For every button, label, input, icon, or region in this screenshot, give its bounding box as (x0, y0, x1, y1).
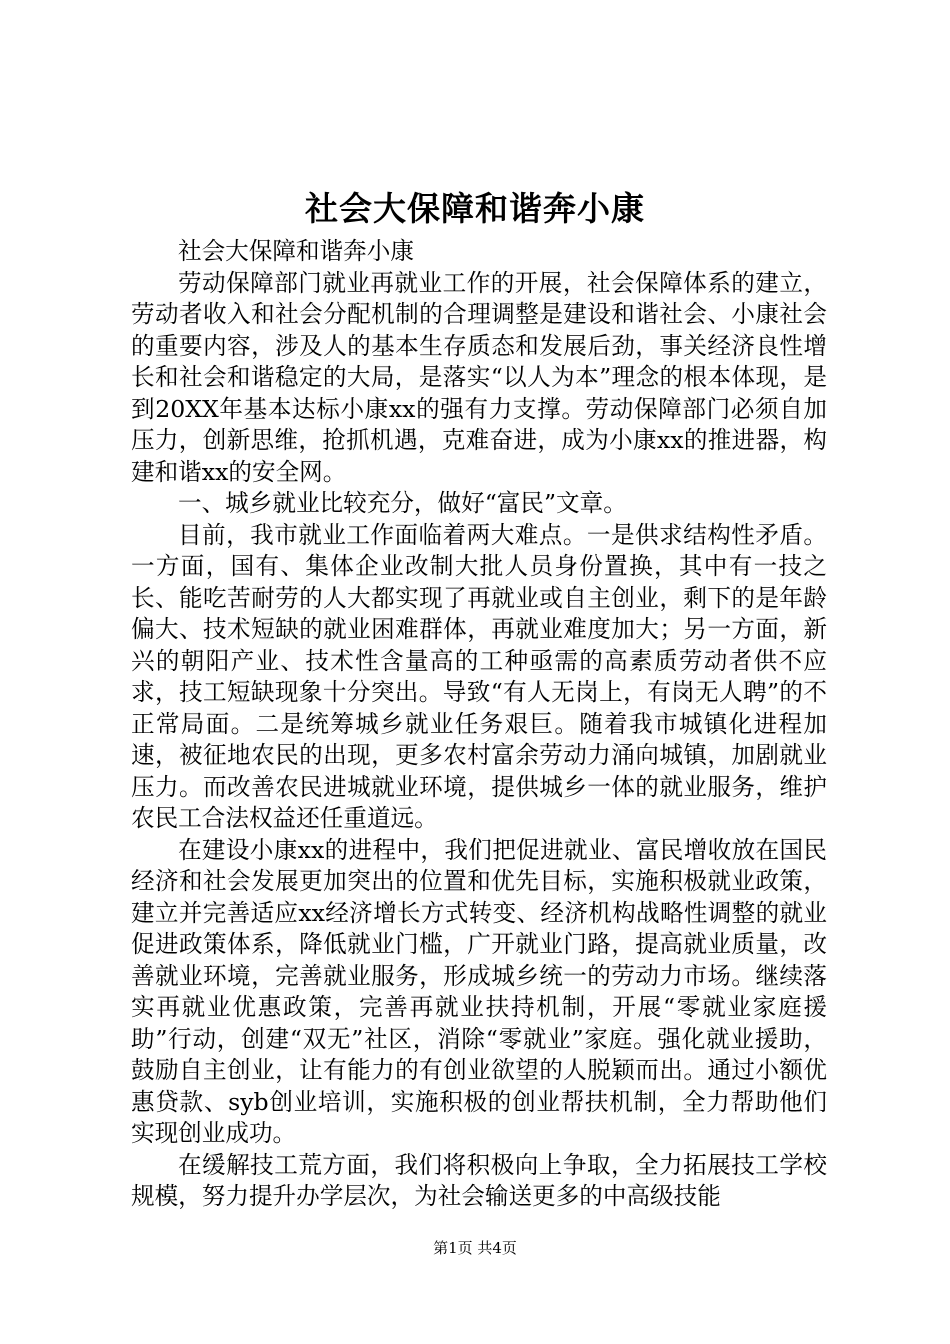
document-title: 社会大保障和谐奔小康 (305, 189, 645, 228)
section-heading-1: 一、城乡就业比较充分，做好“富民”文章。 (178, 489, 627, 517)
paragraph-skills-shortage: 在缓解技工荒方面，我们将积极向上争取，全力拓展技工学校规模，努力提升办学层次，为社会输送更多的中高级技能 (131, 1150, 827, 1210)
paragraph-measures: 在建设小康xx的进程中，我们把促进就业、富民增收放在国民经济和社会发展更加突出的位置和优先目标，实施积极就业政策，建立并完善适应xx经济增长方式转变、经济机构战略性调整的就业促进政策体系，降低就业门槛，广开就业门路，提高就业质量，改善就业环境，完善就业服务，形成城乡统一的劳动力市场。继续落实再就业优惠政策，完善再就业扶持机制，开展“零就业家庭援助”行动，创建“双无”社区，消除“零就业”家庭。强化就业援助，鼓励自主创业，让有能力的有创业欲望的人脱颖而出。通过小额优惠贷款、syb创业培训，实施积极的创业帮扶机制，全力帮助他们实现创业成功。 (131, 835, 827, 1147)
paragraph-intro: 劳动保障部门就业再就业工作的开展，社会保障体系的建立，劳动者收入和社会分配机制的合理调整是建设和谐社会、小康社会的重要内容，涉及人的基本生存质态和发展后劲，事关经济良性增长和社会和谐稳定的大局，是落实“以人为本”理念的根本体现，是到20XX年基本达标小康xx的强有力支撑。劳动保障部门必须自加压力，创新思维，抢抓机遇，克难奋进，成为小康xx的推进器，构建和谐xx的安全网。 (131, 268, 827, 486)
paragraph-difficulties: 目前，我市就业工作面临着两大难点。一是供求结构性矛盾。一方面，国有、集体企业改制大批人员身份置换，其中有一技之长、能吃苦耐劳的人大都实现了再就业或自主创业，剩下的是年龄偏大、技术短缺的就业困难群体，再就业难度加大；另一方面，新兴的朝阳产业、技术性含量高的工种亟需的高素质劳动者供不应求，技工短缺现象十分突出。导致“有人无岗上，有岗无人聘”的不正常局面。二是统筹城乡就业任务艰巨。随着我市城镇化进程加速，被征地农民的出现，更多农村富余劳动力涌向城镇，加剧就业压力。而改善农民进城就业环境，提供城乡一体的就业服务，维护农民工合法权益还任重道远。 (131, 520, 827, 832)
paragraph-subtitle: 社会大保障和谐奔小康 (178, 237, 414, 265)
document-body (131, 236, 827, 1213)
page-footer: 第1页 共4页 (433, 1239, 517, 1257)
